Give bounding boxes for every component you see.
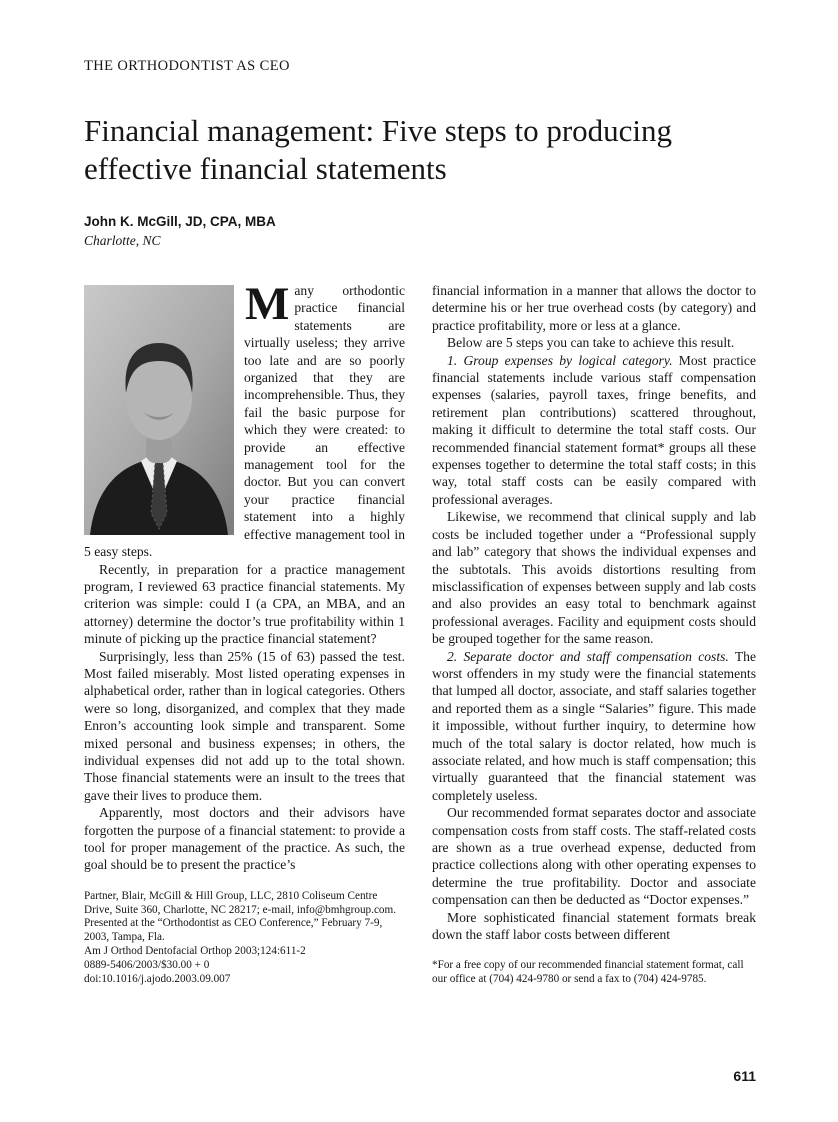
footnote-affiliation: Partner, Blair, McGill & Hill Group, LLC, 2810 Coliseum Centre Drive, Suite 360, Charlotte, NC 28217; e-mail, info@bmhgroup.com. [84, 889, 397, 916]
author-portrait-photo [84, 285, 234, 535]
paragraph-likewise: Likewise, we recommend that clinical supply and lab costs be included together under a “Professional supply and lab” category that shows the individual expenses and the subtotals. This avoids distortions resulting from misclassification of expenses between supply and lab costs and also provides an easy total to benchmark against professional averages. Facility and equipment costs should be grouped together for the same reason. [432, 509, 756, 647]
paragraph-apparently: Apparently, most doctors and their advisors have forgotten the purpose of a financial statement: to provide a tool for proper management of the practice. As such, the goal should be to present the practice’s [84, 805, 405, 873]
footnote-issn: 0889-5406/2003/$30.00 + 0 [84, 958, 210, 971]
article-title: Financial management: Five steps to producing effective financial statements [84, 113, 673, 186]
paragraph-continuation: financial information in a manner that allows the doctor to determine his or her true overhead costs (by category) and practice profitability, more or less at a glance. [432, 283, 756, 333]
footnote-citation: Am J Orthod Dentofacial Orthop 2003;124:611-2 [84, 945, 306, 957]
paragraph-recommended-format: Our recommended format separates doctor and associate compensation costs from staff costs. The staff-related costs are shown as a true overhead expense, deducted from practice collections along with other operating expenses to determine the true profitability. Doctor and associate compensation can then be deducted as “Doctor expenses.” [432, 805, 756, 908]
step-2-text: The worst offenders in my study were the financial statements that lumped all doctor, associate, and staff salaries together and reported them as a single “Salaries” figure. This made it impossible, without further inquiry, to determine how much of the total salary is doctor related, how much is associate related, and how much is staff compensation; this virtually guaranteed that the financial statement was completely useless. [432, 648, 756, 803]
paragraph-recently: Recently, in preparation for a practice management program, I reviewed 63 practice financial statements. My criterion was simple: could I (a CPA, an MBA, and an attorney) determine the doctor’s true profitability within 1 minute of picking up the practice financial statement? [84, 561, 405, 647]
step-1-paragraph [432, 352, 756, 509]
right-column [432, 282, 756, 987]
opening-text: any orthodontic practice financial statements are virtually useless; they arrive too late and are so poorly organized that they are incomprehensible. Thus, they fail the basic purpose for which they were created: to provide an effective management tool for the doctor. But you can convert your practice financial statement into a highly effective management tool in 5 easy steps. [84, 283, 405, 560]
byline [84, 214, 276, 249]
left-column [84, 278, 405, 987]
author-portrait-illustration [84, 285, 234, 535]
running-head: THE ORTHODONTIST AS CEO [84, 58, 290, 74]
step-1-text: Most practice financial statements include various staff compensation expenses (salaries, payroll taxes, fringe benefits, and retirement plan contributions) scattered throughout, making it difficult to determine the total staff costs. Our recommended financial statement format* groups all these expenses together to determine the total staff costs; in this way, total staff costs can be easily compared with professional averages. [432, 352, 756, 507]
footnote-doi: doi:10.1016/j.ajodo.2003.09.007 [84, 972, 231, 985]
page-number: 611 [733, 1068, 756, 1084]
author-name: John K. McGill, JD, CPA, MBA [84, 214, 276, 229]
paragraph-below-steps: Below are 5 steps you can take to achieve this result. [447, 335, 735, 351]
dropcap-letter: M [245, 278, 290, 330]
step-2-heading: 2. Separate doctor and staff compensation costs. [447, 648, 729, 664]
free-copy-footnote: *For a free copy of our recommended financial statement format, call our office at (704) 424-9780 or send a fax to (704) 424-9785. [432, 959, 744, 986]
step-1-heading: 1. Group expenses by logical category. [447, 352, 673, 368]
paragraph-surprisingly: Surprisingly, less than 25% (15 of 63) passed the test. Most failed miserably. Most listed operating expenses in alphabetical order, rather than in logical categories. Others were so long, disorganized, and complex that they made Enron’s accounting look simple and transparent. Some mixed personal and business expenses; in others, the individual expenses did not add up to the total shown. Those financial statements were an insult to the trees that gave their lives to produce them. [84, 648, 405, 803]
article-body [84, 278, 756, 987]
paragraph-more-sophisticated: More sophisticated financial statement formats break down the staff labor costs between different [432, 909, 756, 943]
author-location: Charlotte, NC [84, 233, 161, 248]
step-2-paragraph [432, 648, 756, 805]
footnote-presented: Presented at the “Orthodontist as CEO Conference,” February 7-9, 2003, Tampa, Fla. [84, 917, 383, 944]
article-footnotes [84, 890, 405, 987]
